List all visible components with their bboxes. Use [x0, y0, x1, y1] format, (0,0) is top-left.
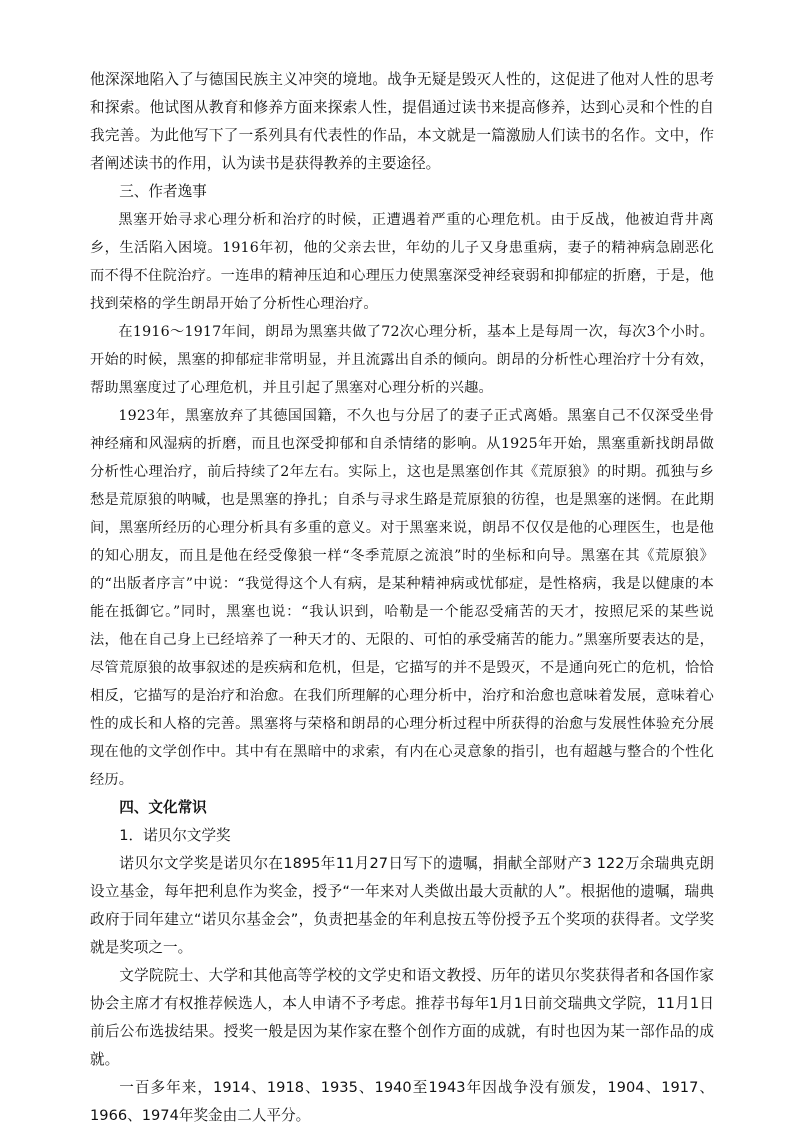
section3-title: 三、作者逸事 — [119, 183, 207, 200]
section4-title: 四、文化常识 — [119, 799, 207, 816]
intro-paragraph: 他深深地陷入了与德国民族主义冲突的境地。战争无疑是毁灭人性的，这促进了他对人性的思考和探索。他试图从教育和修养方面来探索人性，提倡通过读书来提高修养，达到心灵和个性的自我完善。为此他写下了一系列具有代表性的作品，本文就是一篇激励人们读书的名作。文中，作者阐述读书的作用，认为读书是获得教养的主要途径。 — [90, 71, 714, 172]
section3-paragraph-3: 1923年，黑塞放弃了其德国国籍，不久也与分居了的妻子正式离婚。黑塞自己不仅深受坐骨神经痛和风湿病的折磨，而且也深受抑郁和自杀情绪的影响。从1925年开始，黑塞重新找朗昂做分析性心理治疗，前后持续了2年左右。实际上，这也是黑塞创作其《荒原狼》的时期。孤独与乡愁是荒原狼的呐喊，也是黑塞的挣扎；自杀与寻求生路是荒原狼的彷徨，也是黑塞的迷惘。在此期间，黑塞所经历的心理分析具有多重的意义。对于黑塞来说，朗昂不仅仅是他的心理医生，也是他的知心朋友，而且是他在经受像狼一样“冬季荒原之流浪”时的坐标和向导。黑塞在其《荒原狼》的“出版者序言”中说：“我觉得这个人有病，是某种精神病或忧郁症，是性格病，我是以健康的本能在抵御它。”同时，黑塞也说：“我认识到，哈勒是一个能忍受痛苦的天才，按照尼采的某些说法，他在自己身上已经培养了一种天才的、无限的、可怕的承受痛苦的能力。”黑塞所要表达的是，尽管荒原狼的故事叙述的是疾病和危机，但是，它描写的并不是毁灭，不是通向死亡的危机，恰恰相反，它描写的是治疗和治愈。在我们所理解的心理分析中，治疗和治愈也意味着发展，意味着心性的成长和人格的完善。黑塞将与荣格和朗昂的心理分析过程中所获得的治愈与发展性体验充分展现在他的文学创作中。其中有在黑暗中的求索，有内在心灵意象的指引，也有超越与整合的个性化经历。 — [90, 408, 714, 788]
section4-subtitle: 1．诺贝尔文学奖 — [119, 827, 231, 844]
section-author-anecdotes — [90, 178, 714, 794]
section3-paragraph-1: 黑塞开始寻求心理分析和治疗的时候，正遭遇着严重的心理危机。由于反战，他被迫背井离乡，生活陷入困境。1916年初，他的父亲去世，年幼的儿子又身患重病，妻子的精神病急剧恶化而不得不住院治疗。一连串的精神压迫和心理压力使黑塞深受神经衰弱和抑郁症的折磨，于是，他找到荣格的学生朗昂开始了分析性心理治疗。 — [90, 212, 714, 312]
section-cultural-knowledge — [90, 794, 714, 1130]
section4-paragraph-3: 一百多年来，1914、1918、1935、1940至1943年因战争没有颁发，1904、1917、1966、1974年奖金由二人平分。 — [90, 1079, 714, 1124]
section4-paragraph-2: 文学院院士、大学和其他高等学校的文学史和语文教授、历年的诺贝尔奖获得者和各国作家协会主席才有权推荐候选人，本人申请不予考虑。推荐书每年1月1日前交瑞典文学院，11月1日前后公布选拔结果。授奖一般是因为某作家在整个创作方面的成就，有时也因为某一部作品的成就。 — [90, 967, 714, 1068]
document-page — [90, 66, 714, 1130]
section3-paragraph-2: 在1916～1917年间，朗昂为黑塞共做了72次心理分析，基本上是每周一次，每次3个小时。开始的时候，黑塞的抑郁症非常明显，并且流露出自杀的倾向。朗昂的分析性心理治疗十分有效，帮助黑塞度过了心理危机，并且引起了黑塞对心理分析的兴趣。 — [90, 324, 714, 396]
section4-paragraph-1: 诺贝尔文学奖是诺贝尔在1895年11月27日写下的遗嘱，捐献全部财产3 122万余瑞典克朗设立基金，每年把利息作为奖金，授予“一年来对人类做出最大贡献的人”。根据他的遗嘱，瑞典政府于同年建立“诺贝尔基金会”，负责把基金的年利息按五等份授予五个奖项的获得者。文学奖就是奖项之一。 — [90, 855, 714, 956]
